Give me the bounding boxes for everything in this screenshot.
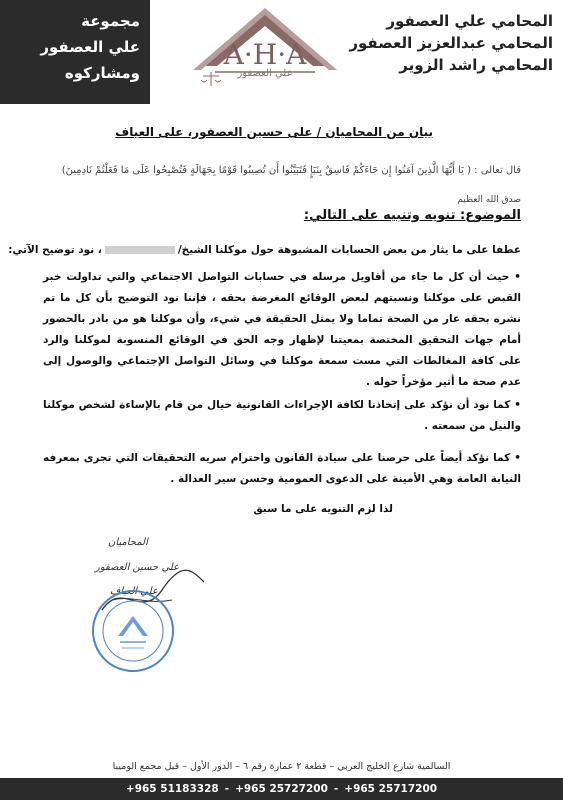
office-address: السالمية شارع الخليج العربي – قطعة ٢ عمارة رقم ٦ – الدور الأول – قبل مجمع الوميبا bbox=[112, 761, 451, 772]
firm-name-line-3: ومشاركوه bbox=[64, 64, 140, 82]
phone-separator-2: - bbox=[333, 783, 339, 795]
logo-letters: A·H·A bbox=[223, 38, 307, 71]
aha-logo bbox=[175, 6, 355, 96]
lawyer-name-2: المحامي عبدالعزيز العصفور bbox=[349, 34, 553, 52]
quran-verse: قال تعالى : ( يَا أَيُّهَا الَّذِينَ آمَنُوا إِن جَاءَكُمْ فَاسِقٌ بِنَبَإٍ فَتَبَيَّنُوا أَن تُصِيبُوا قَوْمًا بِجَهَالَةٍ فَتُصْبِحُوا عَلَى مَا فَعَلْتُمْ نَادِمِينَ) bbox=[61, 165, 521, 176]
logo-subtitle: علي العصفور bbox=[237, 68, 293, 79]
closing-line: لذا لزم التنويه على ما سبق bbox=[253, 503, 393, 515]
phone-separator-1: - bbox=[224, 783, 230, 795]
office-stamp bbox=[90, 588, 176, 674]
subject-line: الموضوع: تنويه وتنبيه على التالي: bbox=[303, 208, 521, 223]
paragraph-2: • كما نود أن نؤكد على إتخاذنا لكافة الإجراءات القانونية حيال من قام بالإساءة لشخص موكلنا والنيل من سمعته . bbox=[43, 399, 521, 432]
firm-name-band bbox=[0, 0, 150, 104]
firm-name-line-1: مجموعة bbox=[81, 12, 140, 30]
paragraph-3: • كما نؤكد أيضاً على حرصنا على سيادة القانون واحترام سريه التحقيقات التي تجرى بمعرفه النيابة العامة وهي الأمينة على الدعوى العمومية وحسن سير العدالة . bbox=[43, 452, 521, 485]
signatory-title: المحاميان bbox=[108, 537, 148, 548]
phone-band bbox=[0, 778, 563, 800]
signatory-name-2: علي العياف bbox=[110, 586, 158, 597]
redacted-name bbox=[105, 246, 175, 254]
phone-2: +965 25727200 bbox=[235, 783, 328, 795]
intro-line bbox=[8, 244, 521, 256]
intro-text-end: ، نود توضيح الآتي: bbox=[8, 244, 102, 256]
statement-title: بيان من المحاميان / على حسين العصفور، على العياف bbox=[115, 125, 433, 139]
phone-3: +965 25717200 bbox=[344, 783, 438, 795]
lawyer-name-3: المحامي راشد الزوير bbox=[399, 56, 553, 74]
signatory-name-1: علي حسين العصفور bbox=[95, 562, 180, 573]
lawyer-name-1: المحامي علي العصفور bbox=[386, 12, 553, 30]
intro-text-start: عطفا على ما يثار من بعض الحسابات المشبوهة حول موكلنا الشيخ/ bbox=[177, 244, 521, 256]
phone-1: +965 51183328 bbox=[125, 783, 219, 795]
verse-closing: صدق الله العظيم bbox=[457, 195, 521, 205]
lawyer-names bbox=[349, 10, 553, 76]
letterhead bbox=[0, 0, 563, 110]
paragraph-1: • حيث أن كل ما جاء من أقاويل مرسله في حسابات التواصل الاجتماعي والتي تداولت خبر القبض على موكلنا ونسبتهم لبعض الوقائع المغرضة بحقه ، فإننا نود التوضيح بأن كل ما تم نشره بحقه عار من الصحة تماما ولا يمثل الحقيقة في شيء، وأن موكلنا هو من بادر بالحضور أمام جهات التحقيق المختصة بمعيتنا لإظهار وجه الحق في الوقائع المنسوبة لموكلنا والرد على كافة المغالطات التي مست سمعة موكلنا في وسائل التواصل الإجتماعي والوصول إلى عدم صحة ما أثير مؤخراً حوله . bbox=[43, 271, 521, 388]
firm-name-line-2: علي العصفور bbox=[40, 38, 140, 56]
